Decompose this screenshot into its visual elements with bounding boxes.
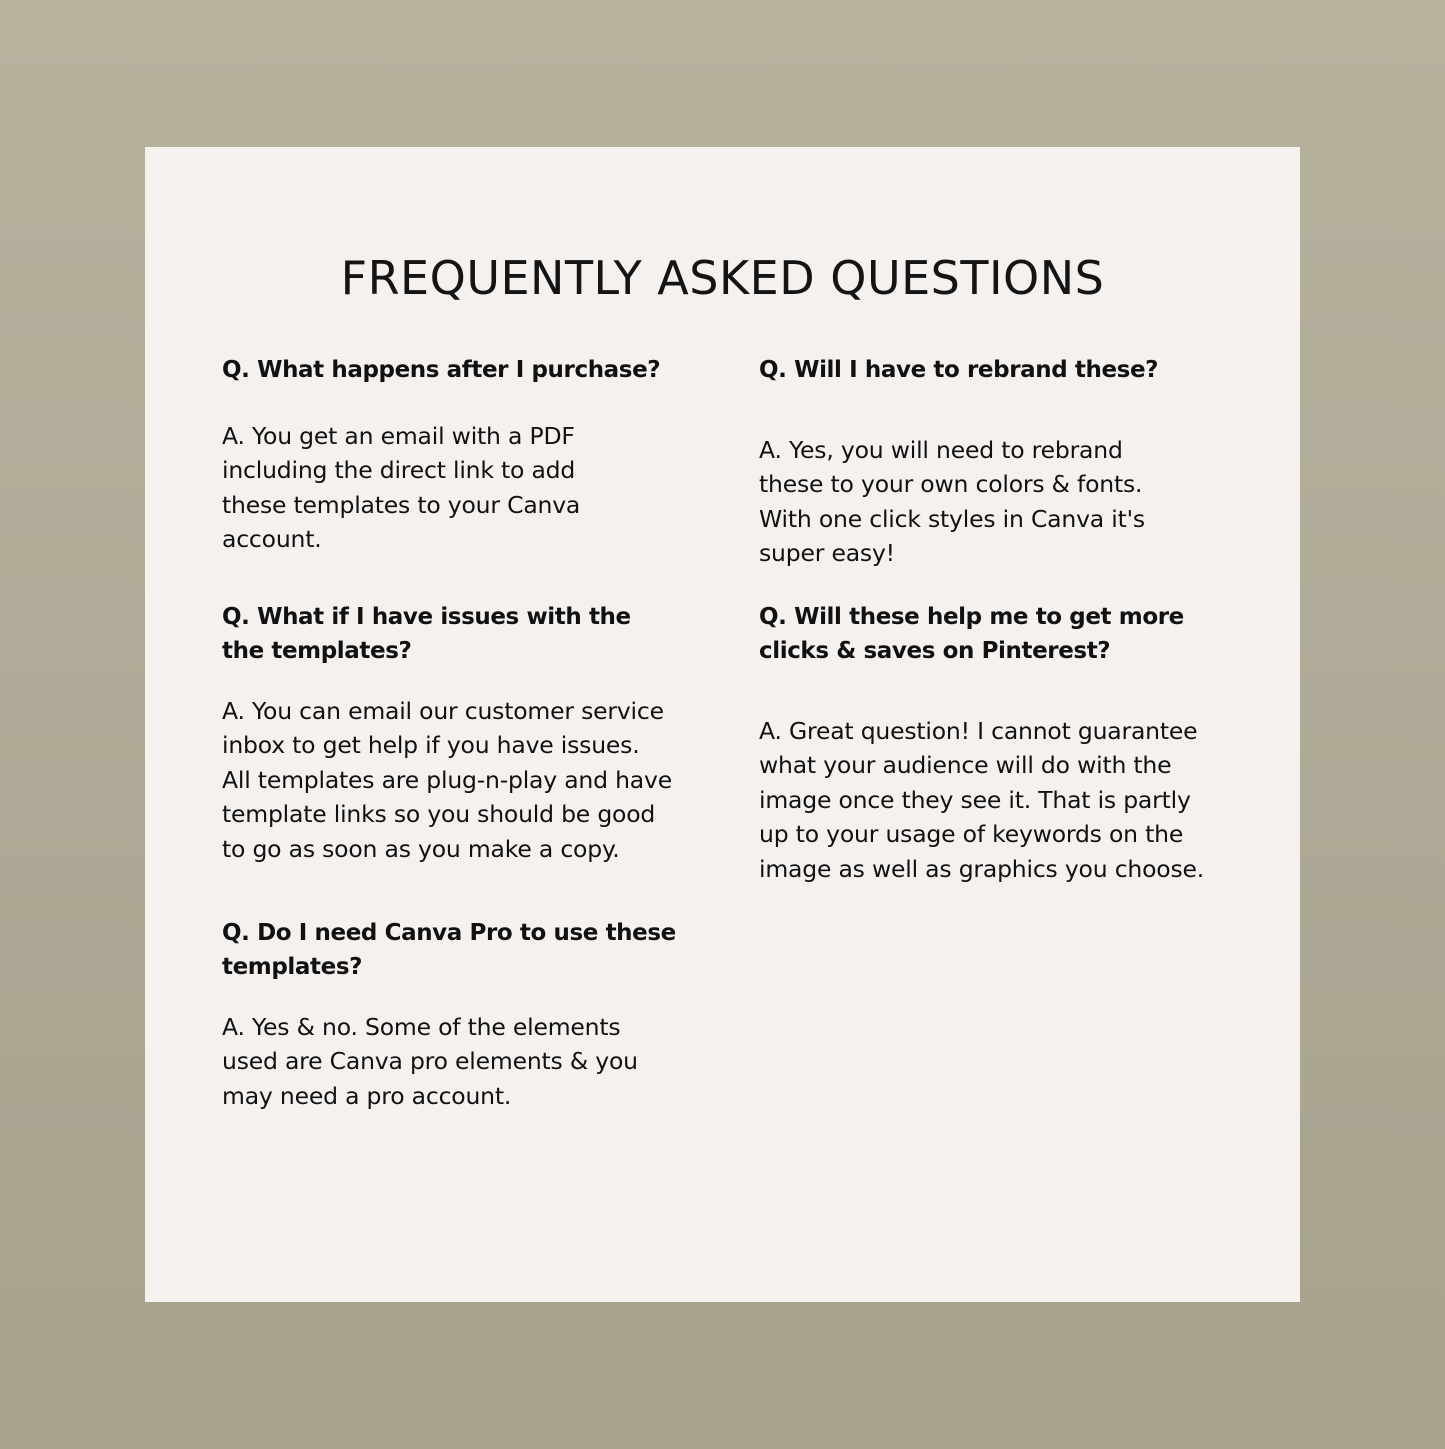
faq-question-purchase: Q. What happens after I purchase? bbox=[222, 357, 661, 383]
faq-question-rebrand: Q. Will I have to rebrand these? bbox=[759, 357, 1159, 383]
faq-answer-issues: A. You can email our customer service inbox to get help if you have issues. All templates are plug-n-play and have template links so you should be good to go as soon as you make a copy. bbox=[222, 697, 672, 863]
faq-question-issues: Q. What if I have issues with the the templates? bbox=[222, 604, 631, 664]
faq-answer-rebrand: A. Yes, you will need to rebrand these to your own colors & fonts. With one click styles in Canva it's super easy! bbox=[759, 436, 1145, 568]
faq-question-pinterest: Q. Will these help me to get more clicks & saves on Pinterest? bbox=[759, 604, 1184, 664]
faq-question-canva-pro: Q. Do I need Canva Pro to use these templates? bbox=[222, 920, 676, 980]
faq-answer-pinterest: A. Great question! I cannot guarantee what your audience will do with the image once they see it. That is partly up to your usage of keywords on the image as well as graphics you choose. bbox=[759, 717, 1205, 883]
faq-answer-canva-pro: A. Yes & no. Some of the elements used are Canva pro elements & you may need a pro account. bbox=[222, 1013, 638, 1110]
faq-answer-purchase: A. You get an email with a PDF including the direct link to add these templates to your Canva account. bbox=[222, 422, 581, 554]
page-title: FREQUENTLY ASKED QUESTIONS bbox=[340, 251, 1105, 305]
